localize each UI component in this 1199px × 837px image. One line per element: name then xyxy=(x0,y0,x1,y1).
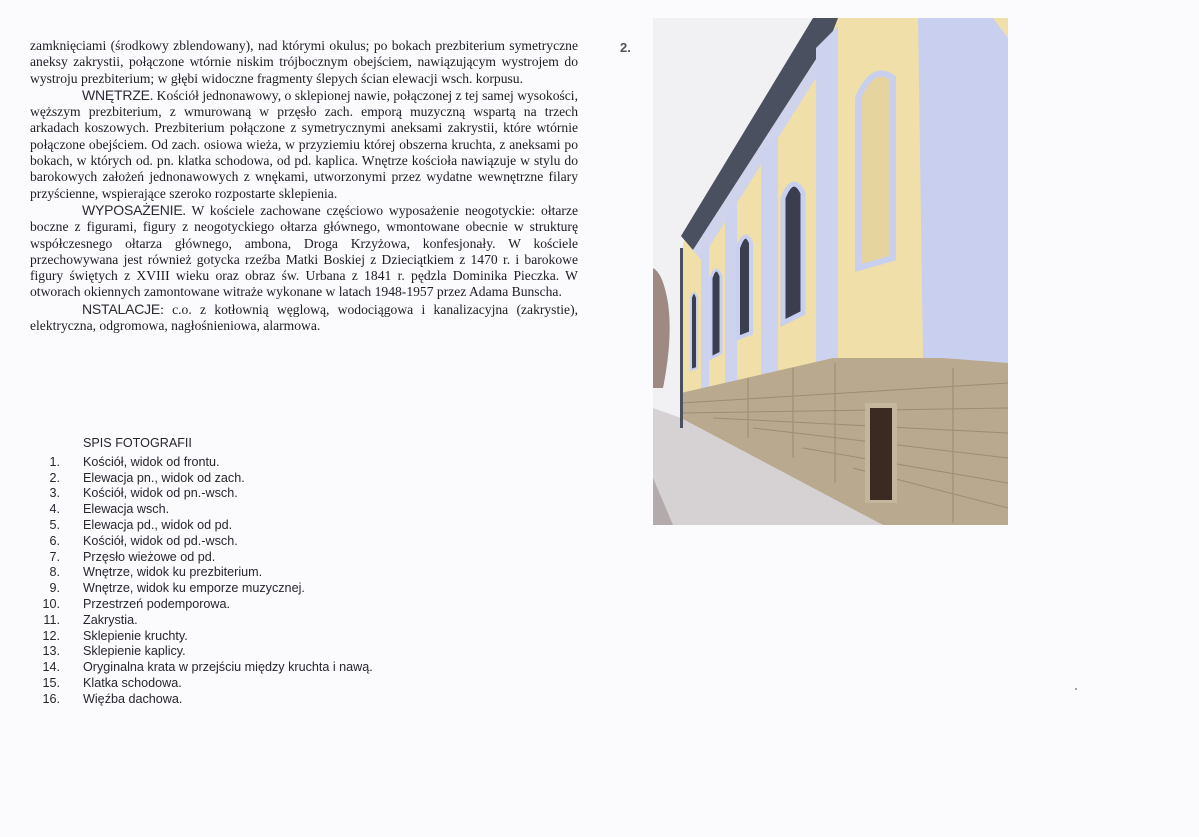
photo-list-item xyxy=(40,565,460,581)
photo-list-item xyxy=(40,534,460,550)
photo-list-item-label: Wnętrze, widok ku prezbiterium. xyxy=(83,565,263,580)
section-heading-instalacje: NSTALACJE xyxy=(82,300,161,317)
photo-list-item-number xyxy=(40,518,83,534)
photo-list-item xyxy=(40,660,460,676)
photo-list-item-label: Zakrystia. xyxy=(83,612,138,627)
item-number-text: 2. xyxy=(49,470,60,485)
paragraph-text: . Kościół jednonawowy, o sklepionej nawie, połączonej z tej samej wysokości, węższym prezbiterium, z wmurowaną w przęsło zach. emporą muzyczną wspartą na trzech arkadach koszowych. Prezbiterium połączone z symetrycznymi aneksami zakrystii, które wtórnie połączone obejściem. Od zach. osiowa wieża, w przyziemiu której obszerna kruchta, z aneksami po bokach, w których od. pn. klatka schodowa, od pd. kaplica. Wnętrze kościoła nawiązuje w stylu do barokowych założeń jednonawowych z wnękami, utworzonymi przez wydatne wewnętrzne filary przyścienne, wspierające szeroko rozpostarte sklepienia. xyxy=(30,87,578,201)
photo-list-item xyxy=(40,471,460,487)
photo-list-item xyxy=(40,597,460,613)
photo-list-item xyxy=(40,613,460,629)
church-photo xyxy=(653,18,1008,525)
photo-list-item-label: Wnętrze, widok ku emporze muzycznej. xyxy=(83,581,305,596)
photo-list-item xyxy=(40,676,460,692)
photo-number: 2. xyxy=(620,40,631,55)
photo-list-item-label: Oryginalna krata w przejściu między kruchta i nawą. xyxy=(83,660,373,675)
photo-list-item xyxy=(40,518,460,534)
photo-list-item-label: Kościół, widok od frontu. xyxy=(83,454,220,469)
photo-list-item-label: Klatka schodowa. xyxy=(83,675,182,690)
paragraph-intro xyxy=(30,38,578,87)
item-number-text: 16. xyxy=(42,691,60,706)
photo-list-item xyxy=(40,629,460,645)
item-number-text: 11. xyxy=(43,612,60,627)
photo-list-item-label: Więźba dachowa. xyxy=(83,691,183,706)
paragraph-wyposazenie xyxy=(30,202,578,301)
photo-list-item-label: Przęsło wieżowe od pd. xyxy=(83,549,216,564)
section-heading-wnetrze: WNĘTRZE xyxy=(82,86,150,103)
photo-list-item-label: Elewacja wsch. xyxy=(83,502,170,517)
item-number-text: 5. xyxy=(49,517,60,532)
photo-list-item xyxy=(40,692,460,708)
photo-list-item-number xyxy=(40,692,83,708)
photo-list-item-number xyxy=(40,597,83,613)
photo-list-items xyxy=(40,455,460,708)
paragraph-wnetrze xyxy=(30,87,578,202)
photo-list-item-number xyxy=(40,486,83,502)
item-number-text: 1. xyxy=(49,454,60,469)
photo-list-item-number xyxy=(40,613,83,629)
scan-artifact-dot xyxy=(1075,688,1077,690)
item-number-text: 15. xyxy=(42,675,60,690)
photo-list-item-number xyxy=(40,660,83,676)
photo-list-item-number xyxy=(40,455,83,471)
item-number-text: 12. xyxy=(42,628,60,643)
photo-list-item-label: Elewacja pd., widok od pd. xyxy=(83,517,233,532)
photo-list-item-number xyxy=(40,550,83,566)
photo-list-title: SPIS FOTOGRAFII xyxy=(83,436,192,450)
item-number-text: 6. xyxy=(49,533,60,548)
item-number-text: 7. xyxy=(49,549,60,564)
photo-list xyxy=(40,436,460,708)
item-number-text: 4. xyxy=(49,502,60,517)
photo-list-item-label: Sklepienie kruchty. xyxy=(83,628,188,643)
photo-list-item-label: Kościół, widok od pd.-wsch. xyxy=(83,533,238,548)
photo-list-item-number xyxy=(40,471,83,487)
church-elevation-image xyxy=(653,18,1008,525)
photo-list-item xyxy=(40,581,460,597)
item-number-text: 8. xyxy=(49,565,60,580)
photo-list-item-number xyxy=(40,581,83,597)
photo-list-item-label: Przestrzeń podemporowa. xyxy=(83,596,230,611)
photo-list-item xyxy=(40,550,460,566)
photo-list-item xyxy=(40,455,460,471)
paragraph-text: zamknięciami (środkowy zblendowany), nad którymi okulus; po bokach prezbiterium symetryczne aneksy zakrystii, połączone wtórnie niskim trójbocznym obejściem, nawiązującym wystrojem do wystroju prezbiterium; w głębi widoczne fragmenty ślepych ścian elewacji wsch. korpusu. xyxy=(30,38,578,86)
item-number-text: 3. xyxy=(49,486,60,501)
photo-list-item-number xyxy=(40,676,83,692)
paragraph-instalacje xyxy=(30,301,578,335)
section-heading-wyposazenie: WYPOSAŻENIE xyxy=(82,201,183,218)
photo-list-item-label: Kościół, widok od pn.-wsch. xyxy=(83,486,238,501)
photo-list-item xyxy=(40,644,460,660)
photo-list-item xyxy=(40,486,460,502)
photo-list-item-number xyxy=(40,502,83,518)
photo-list-item-number xyxy=(40,629,83,645)
photo-list-item-label: Sklepienie kaplicy. xyxy=(83,644,186,659)
item-number-text: 9. xyxy=(49,581,60,596)
photo-list-item xyxy=(40,502,460,518)
item-number-text: 13. xyxy=(42,644,60,659)
item-number-text: 10. xyxy=(42,596,60,611)
paragraph-text: : c.o. z kotłownią węglową, wodociągowa i kanalizacyjna (zakrystie), elektryczna, odgromowa, nagłośnieniowa, alarmowa. xyxy=(30,301,578,334)
photo-list-item-number xyxy=(40,644,83,660)
item-number-text: 14. xyxy=(42,660,60,675)
document-body-text xyxy=(30,38,578,334)
photo-list-item-number xyxy=(40,534,83,550)
photo-list-item-label: Elewacja pn., widok od zach. xyxy=(83,470,245,485)
paragraph-text: . W kościele zachowane częściowo wyposażenie neogotyckie: ołtarze boczne z figurami, figury z neogotyckiego ołtarza głównego, wmontowane obecnie w strukturę współczesnego ołtarza głównego, ambona, Droga Krzyżowa, konfesjonały. W kościele przechowywana jest również gotycka rzeźba Matki Boskiej z Dzieciątkiem z 1470 r. i barokowe figury świętych z XVIII wieku oraz obraz św. Urbana z 1841 r. pędzla Dominika Pieczka. W otworach okiennych zamontowane witraże wykonane w latach 1948-1957 przez Adama Bunscha. xyxy=(30,202,578,300)
photo-list-item-number xyxy=(40,565,83,581)
